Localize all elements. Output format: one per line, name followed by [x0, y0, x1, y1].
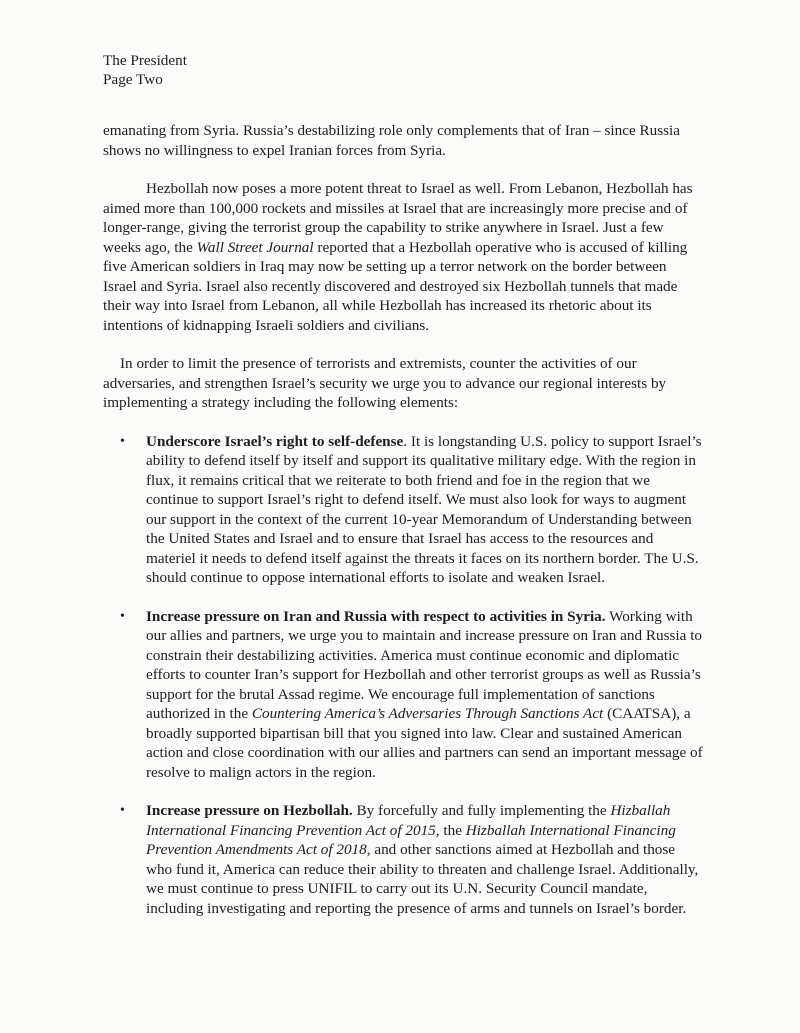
addressee: The President: [103, 52, 187, 69]
bullet-body: Working with our allies and partners, we urge you to maintain and increase pressure on Iran and Russia to constrain their destabilizing activities. America must continue economic and diplomatic efforts to counter Iran’s support for Hezbollah and other terrorist groups as well as Russia’s support for the brutal Assad regime. We encourage full implementation of sanctions authorized in the: [146, 607, 703, 722]
bullet-lead: Increase pressure on Iran and Russia with respect to activities in Syria.: [146, 607, 606, 625]
bullet-body: and other sanctions aimed at Hezbollah and those who fund it, America can reduce their ability to threaten and challenge Israel. Additionally, we must continue to press UNIFIL to carry out its U.N. Security Council mandate, including investigating and reporting the presence of arms and tunnels on Israel’s border.: [146, 841, 699, 917]
bullet-self-defense: [103, 432, 703, 588]
bullet-icon: •: [120, 803, 125, 818]
paragraph-strategy-intro: In order to limit the presence of terrorists and extremists, counter the activities of our adversaries, and strengthen Israel’s security we urge you to advance our regional interests by implementing a strategy including the following elements:: [103, 355, 667, 411]
bullet-body: . It is longstanding U.S. policy to support Israel’s ability to defend itself by itself and support its qualitative military edge. With the region in flux, it remains critical that we reiterate to both friend and foe in the region that we continue to support Israel’s right to defend itself. We must also look for ways to augment our support in the context of the current 10-year Memorandum of Understanding between the United States and Israel and to ensure that Israel has access to the resources and materiel it needs to defend itself against the threats it faces on its northern border. The U.S. should continue to oppose international efforts to isolate and weaken Israel.: [146, 432, 702, 586]
paragraph-text: Hezbollah now poses a more potent threat to Israel as well. From Lebanon, Hezbollah has aimed more than 100,000 rockets and missiles at Israel that are increasingly more precise and of longer-range, giving the terrorist group the capability to strike anywhere in Israel. Just a few weeks ago, the: [103, 180, 693, 256]
bullet-hezbollah: [103, 801, 703, 918]
publication-title: Wall Street Journal: [196, 238, 314, 256]
page-number-label: Page Two: [103, 71, 163, 88]
bullet-icon: •: [120, 433, 125, 449]
act-title: Countering America’s Adversaries Through Sanctions Act: [251, 705, 604, 722]
act-title: Hizballah International Financing Prevention Amendments Act of 2018,: [146, 821, 676, 858]
paragraph-text: reported that a Hezbollah operative who is accused of killing five American soldiers in Iraq may now be setting up a terror network on the border between Israel and Syria. Israel also recently discovered and destroyed six Hezbollah tunnels that made their way into Israel from Lebanon, all while Hezbollah has increased its rhetoric about its intentions of kidnapping Israeli soldiers and civilians.: [103, 238, 688, 334]
paragraph-hezbollah-threat: [103, 179, 703, 335]
bullet-lead: Underscore Israel’s right to self-defense: [146, 432, 404, 450]
bullet-iran-russia: [103, 607, 703, 783]
bullet-text: [146, 607, 703, 783]
bullet-text: [146, 801, 703, 918]
bullet-body: (CAATSA), a broadly supported bipartisan bill that you signed into law. Clear and sustained American action and close coordination with our allies and partners can send an important message of resolve to malign actors in the region.: [146, 705, 703, 781]
bullet-icon: •: [120, 608, 125, 624]
paragraph-syria-russia: emanating from Syria. Russia’s destabilizing role only complements that of Iran – since Russia shows no willingness to expel Iranian forces from Syria.: [103, 122, 681, 159]
letter-body: [103, 121, 703, 937]
bullet-body: By forcefully and fully implementing the: [352, 802, 611, 819]
page-header: [103, 51, 187, 89]
act-title: Hizballah International Financing Prevention Act of 2015: [146, 802, 671, 839]
bullet-lead: Increase pressure on Hezbollah.: [146, 802, 353, 819]
bullet-body: , the: [435, 821, 466, 839]
bullet-text: [146, 432, 703, 588]
